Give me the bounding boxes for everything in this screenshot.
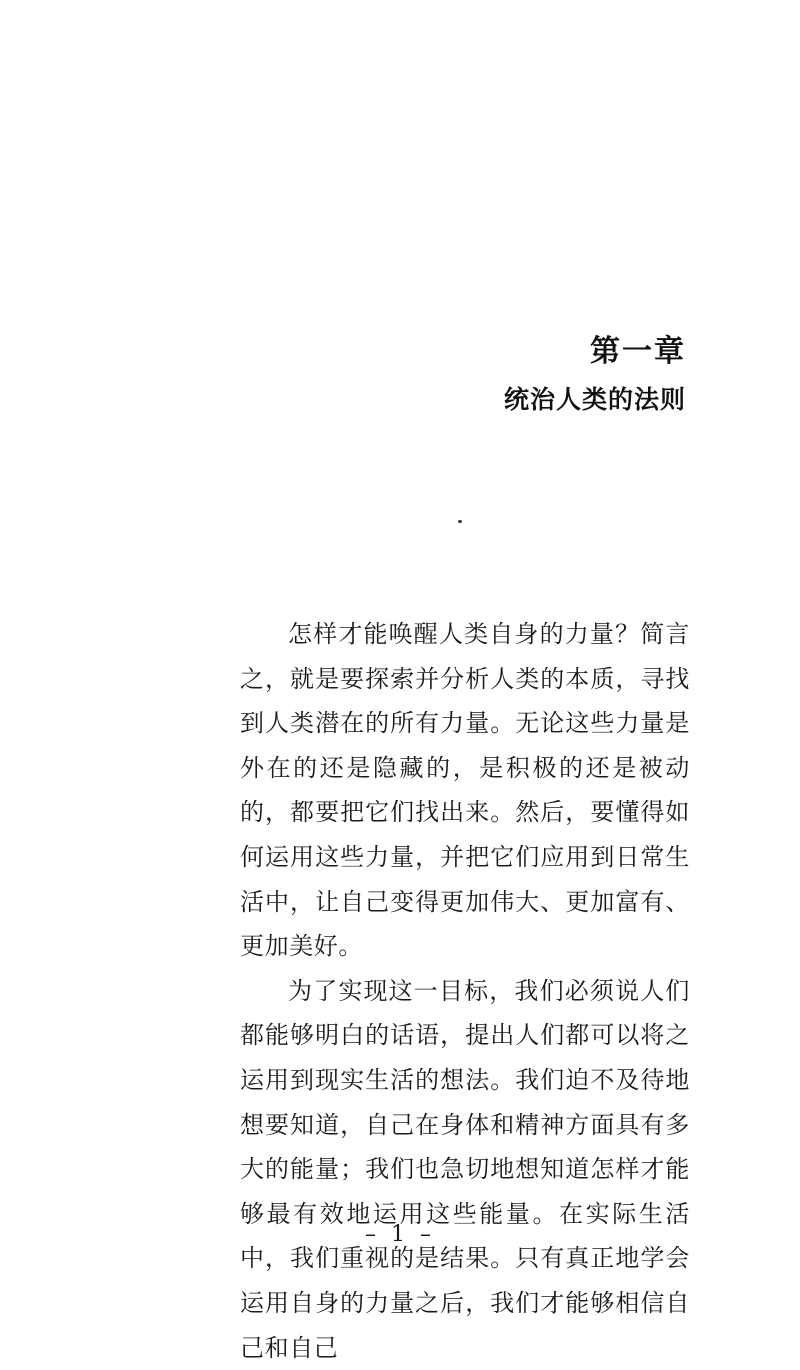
- chapter-heading: [504, 330, 686, 420]
- paragraph-2: 为了实现这一目标，我们必须说人们都能够明白的话语，提出人们都可以将之运用到现实生活的想法。我们迫不及待地想要知道，自己在身体和精神方面具有多大的能量；我们也急切地想知道怎样才能够最有效地运用这些能量。在实际生活中，我们重视的是结果。只有真正地学会运用自身的力量之后，我们才能够相信自己和自己: [240, 976, 690, 1362]
- chapter-number: 第一章: [590, 334, 686, 369]
- body-text: [240, 612, 690, 1370]
- paragraph-1: 怎样才能唤醒人类自身的力量？简言之，就是要探索并分析人类的本质，寻找到人类潜在的所有力量。无论这些力量是外在的还是隐藏的，是积极的还是被动的，都要把它们找出来。然后，要懂得如何运用这些力量，并把它们应用到日常生活中，让自己变得更加伟大、更加富有、更加美好。: [240, 620, 690, 961]
- ink-speck: [458, 520, 462, 523]
- page-number: – 1 –: [365, 1222, 435, 1247]
- chapter-title: 统治人类的法则: [503, 385, 686, 414]
